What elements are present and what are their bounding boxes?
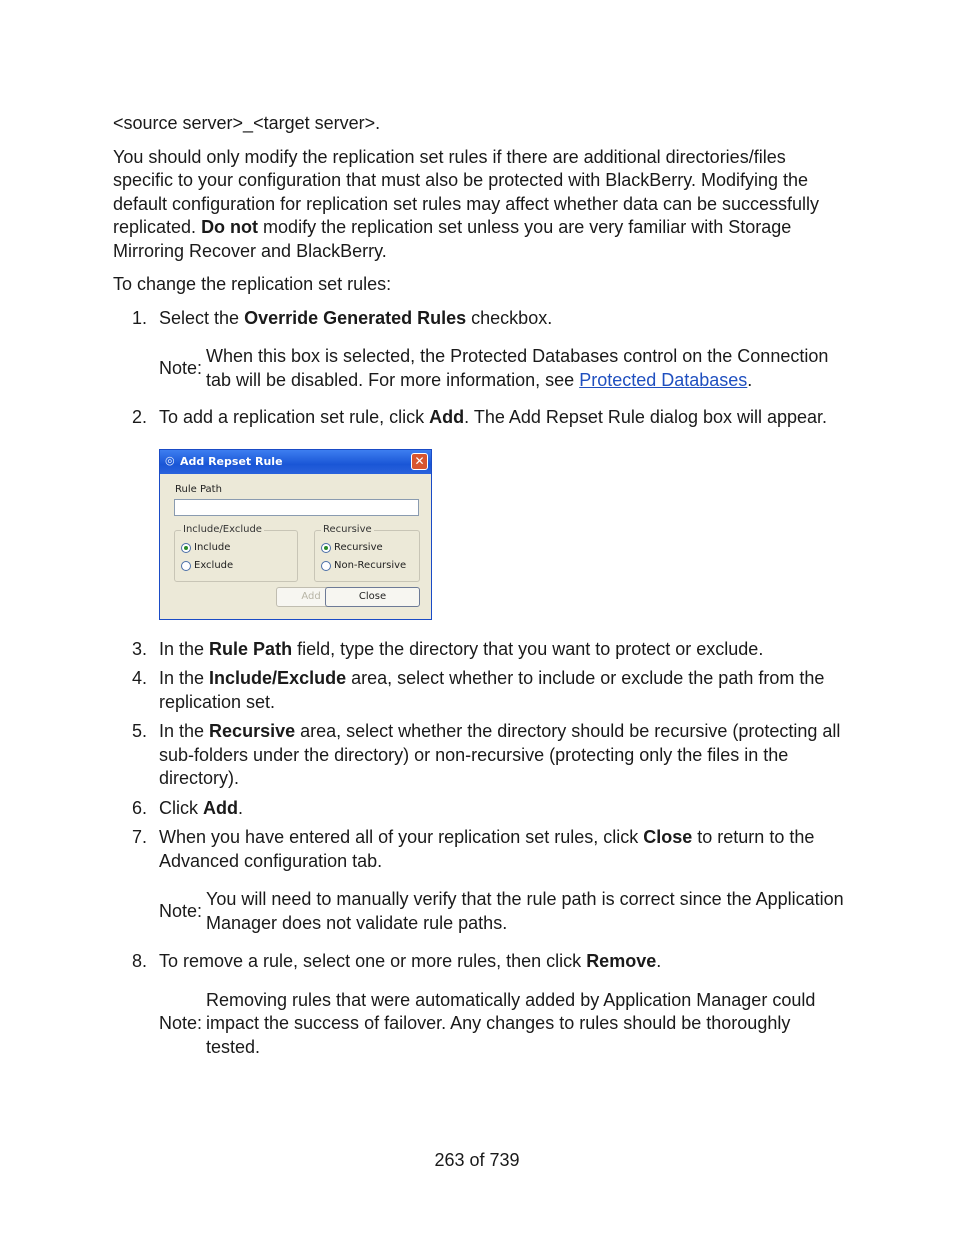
step-number: 4. (132, 668, 148, 688)
text: . (747, 369, 753, 390)
radio-label: Include (194, 541, 231, 553)
note-label: Note: (159, 900, 203, 921)
bold-text: Do not (201, 217, 259, 237)
page-number: 263 of 739 (434, 1150, 520, 1170)
note-2 (159, 888, 848, 935)
intro-paragraph (113, 146, 848, 264)
note-label: Note: (159, 1013, 203, 1033)
protected-databases-link[interactable]: Protected Databases (579, 369, 748, 390)
rule-path-label: Rule Path (175, 483, 222, 495)
text: In the (159, 721, 210, 741)
step-1 (113, 307, 848, 331)
app-icon: ◎ (165, 453, 175, 467)
text: . The Add Repset Rule dialog box will appear. (464, 407, 828, 427)
text: checkbox. (466, 307, 553, 328)
add-repset-rule-dialog (159, 449, 432, 620)
text: When this box is selected, the Protected Databases control on the Connection tab will be disabled. For more information, see (206, 346, 829, 390)
text: In the (159, 668, 210, 688)
step-number: 8. (132, 951, 148, 971)
step-8 (113, 950, 848, 974)
note-text (206, 345, 848, 392)
text: Select the (159, 307, 245, 328)
close-icon[interactable]: ✕ (411, 453, 428, 470)
text: To add a replication set rule, click (159, 407, 430, 427)
radio-label: Recursive (334, 541, 383, 553)
radio-label: Non-Recursive (334, 559, 407, 571)
add-button[interactable]: Add (276, 587, 346, 607)
step-5 (113, 720, 848, 791)
non-recursive-radio[interactable] (321, 560, 406, 572)
include-radio[interactable] (181, 542, 230, 554)
text: . (656, 951, 662, 971)
step-number: 1. (132, 307, 148, 328)
radio-icon (321, 561, 331, 571)
note-label: Note: (159, 357, 203, 378)
text: field, type the directory that you want to protect or exclude. (292, 638, 764, 659)
note-3 (159, 989, 848, 1060)
radio-selected-icon (321, 543, 331, 553)
rule-path-input[interactable] (174, 499, 419, 516)
group-caption: Recursive (323, 523, 372, 535)
step-number: 6. (132, 797, 148, 818)
bold-text: Include/Exclude (209, 668, 347, 688)
text: area, select whether the directory should be recursive (protecting all sub-folders under the directory) or non-recursive (protecting only the files in the directory). (159, 721, 841, 788)
text: to return to the Advanced configuration tab. (159, 827, 815, 871)
text: When you have entered all of your replication set rules, click (159, 827, 644, 847)
recursive-group (314, 523, 420, 582)
note-text: Removing rules that were automatically added by Application Manager could impact the success of failover. Any changes to rules should be thoroughly tested. (206, 989, 816, 1057)
step-4 (113, 667, 848, 714)
document-body (113, 112, 848, 1059)
radio-icon (181, 561, 191, 571)
radio-selected-icon (181, 543, 191, 553)
bold-text: Add (203, 797, 238, 818)
text: Click (159, 797, 203, 818)
step-number: 7. (132, 827, 148, 847)
step-number: 5. (132, 721, 148, 741)
step-3 (113, 638, 848, 662)
group-caption: Include/Exclude (183, 523, 262, 535)
text: In the (159, 638, 210, 659)
bold-text: Rule Path (209, 638, 293, 659)
bold-text: Close (643, 827, 693, 847)
dialog-title-bar (160, 450, 431, 474)
bold-text: Remove (586, 951, 657, 971)
text: You should only modify the replication set rules if there are additional directories/files specific to your configuration that must also be protected with BlackBerry. Modifying the default configuration for replication set rules may affect whether data can be successfully replicated. (113, 146, 820, 237)
step-6 (113, 797, 848, 821)
bold-text: Override Generated Rules (244, 307, 467, 328)
step-number: 2. (132, 407, 148, 427)
text: . (238, 797, 244, 818)
step-number: 3. (132, 638, 148, 659)
intro-lead: To change the replication set rules: (113, 274, 392, 294)
step-7 (113, 826, 848, 873)
dialog-title: Add Repset Rule (180, 454, 283, 468)
recursive-radio[interactable] (321, 542, 383, 554)
text: modify the replication set unless you are very familiar with Storage Mirroring Recover and BlackBerry. (113, 217, 792, 261)
intro-line: <source server>_<target server>. (113, 113, 381, 133)
text: To remove a rule, select one or more rules, then click (159, 951, 587, 971)
bold-text: Add (429, 407, 465, 427)
text: area, select whether to include or exclude the path from the replication set. (159, 668, 825, 712)
note-text: You will need to manually verify that the rule path is correct since the Application Manager does not validate rule paths. (206, 889, 844, 933)
close-button[interactable]: Close (325, 587, 420, 607)
bold-text: Recursive (209, 721, 296, 741)
include-exclude-group (174, 523, 298, 582)
radio-label: Exclude (194, 559, 234, 571)
exclude-radio[interactable] (181, 560, 233, 572)
step-2 (113, 406, 848, 430)
note-1 (159, 345, 848, 392)
